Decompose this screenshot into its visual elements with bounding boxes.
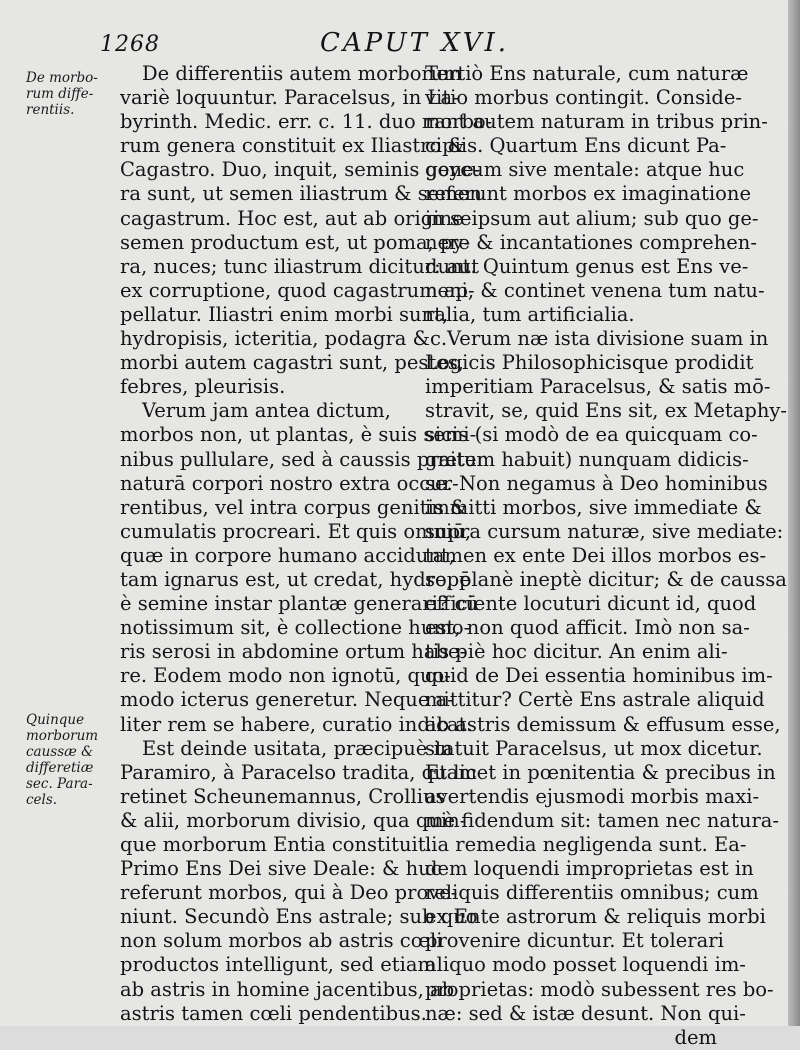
text-line: byrinth. Medic. err. c. 11. duo morbo- — [120, 110, 493, 134]
text-line: se. Non negamus à Deo hominibus — [425, 471, 768, 495]
text-line: mè fidendum sit: tamen nec natura- — [425, 808, 779, 832]
text-line: reliquis differentiis omnibus; cum — [425, 881, 759, 905]
text-line: morbi autem cagastri sunt, pestes, — [120, 351, 464, 375]
text-line: hydropisis, icteritia, podagra &c. — [120, 327, 448, 351]
text-line: cumulatis procreari. Et quis omniū, — [120, 519, 472, 543]
text-line: retinet Scheunemannus, Crollius — [120, 784, 446, 808]
text-line: Logicis Philosophicisque prodidit — [425, 351, 754, 375]
text-line: variè loquuntur. Paracelsus, in La- — [120, 86, 459, 110]
text-line: immitti morbos, sive immediate & — [425, 495, 762, 519]
text-line: avertendis ejusmodi morbis maxi- — [425, 784, 760, 808]
text-line: Et licet in pœnitentia & precibus in — [425, 760, 776, 784]
text-line: statuit Paracelsus, ut mox dicetur. — [425, 736, 763, 760]
margin-note-line: differetiæ — [26, 760, 94, 776]
text-line: Tertiò Ens naturale, cum naturæ — [425, 62, 749, 85]
text-line: non solum morbos ab astris cœli — [120, 929, 443, 953]
text-line: referunt morbos ex imaginatione — [425, 182, 751, 206]
text-line: nere & incantationes comprehen- — [425, 230, 757, 254]
text-line: ra sunt, ut semen iliastrum & semen — [120, 182, 482, 206]
margin-note-line: rum diffe- — [26, 86, 94, 102]
text-line: stravit, se, quid Ens sit, ex Metaphy- — [425, 399, 788, 423]
text-line: est, non quod afficit. Imò non sa- — [425, 616, 750, 640]
text-line: Verum næ ista divisione suam in — [447, 327, 769, 351]
text-line: De differentiis autem morborum — [142, 62, 462, 85]
text-line: Cagastro. Duo, inquit, seminis gene- — [120, 158, 481, 182]
text-line: rum genera constituit ex Iliastro & — [120, 134, 465, 158]
text-line: febres, pleurisis. — [120, 375, 286, 399]
text-line: ris serosi in abdomine ortum habe- — [120, 640, 467, 664]
margin-note-differentiis — [26, 70, 98, 118]
text-line: rentibus, vel intra corpus genitis & — [120, 495, 468, 519]
text-line: Verum jam antea dictum, — [142, 399, 391, 423]
text-line: modo icterus generetur. Neque a- — [120, 688, 454, 712]
margin-note-line: De morbo- — [26, 70, 98, 86]
text-line: gnitum habuit) nunquam didicis- — [425, 447, 749, 471]
text-line: morbos non, ut plantas, è suis semi- — [120, 423, 477, 447]
text-line: Est deinde usitata, præcipuè in — [142, 736, 453, 760]
text-line: nibus pullulare, sed à caussis præter — [120, 447, 486, 471]
text-line: re. Eodem modo non ignotū, quo- — [120, 664, 451, 688]
text-line: neni, & continet venena tum natu- — [425, 278, 765, 302]
text-line: Paramiro, à Paracelso tradita, quam — [120, 760, 477, 784]
text-line: naturā corpori nostro extra occur- — [120, 471, 459, 495]
page-number: 1268 — [100, 32, 160, 57]
margin-note-line: sec. Para- — [26, 776, 93, 792]
text-line: ab astris in homine jacentibus, ab — [120, 977, 455, 1001]
catchword: dem — [674, 1025, 717, 1049]
text-line: cipiis. Quartum Ens dicunt Pa- — [425, 134, 727, 158]
text-line: ra, nuces; tunc iliastrum dicitur: aut — [120, 254, 479, 278]
margin-note-line: cels. — [26, 792, 58, 808]
text-line: notissimum sit, è collectione humo- — [120, 616, 471, 640]
text-line: referunt morbos, qui à Deo prove- — [120, 881, 458, 905]
text-line: ralia, tum artificialia. — [425, 302, 635, 326]
text-line: efficiente locuturi dicunt id, quod — [425, 592, 757, 616]
text-line: quæ in corpore humano accidunt, — [120, 543, 455, 567]
text-line: niunt. Secundò Ens astrale; sub quo — [120, 905, 478, 929]
margin-note-quinque — [26, 712, 98, 808]
text-line: imperitiam Paracelsus, & satis mō- — [425, 375, 771, 399]
text-line: lia remedia negligenda sunt. Ea- — [425, 833, 747, 856]
text-line: supra cursum naturæ, sive mediate: — [425, 519, 784, 543]
text-line: aliquo modo posset loquendi im- — [425, 953, 746, 977]
text-line: ex Ente astrorum & reliquis morbi — [425, 905, 766, 929]
text-line: næ: sed & istæ desunt. Non qui- — [425, 1001, 746, 1025]
text-line: rant autem naturam in tribus prin- — [425, 110, 768, 134]
text-line: ex corruptione, quod cagastrum ap- — [120, 278, 475, 302]
text-line: sicis (si modò de ea quicquam co- — [425, 423, 758, 447]
text-line: & alii, morborum divisio, qua quin- — [120, 808, 467, 832]
text-line: provenire dicuntur. Et tolerari — [425, 929, 724, 953]
margin-note-line: rentiis. — [26, 102, 75, 118]
text-line: tis piè hoc dicitur. An enim ali- — [425, 640, 728, 664]
text-line: dunt. Quintum genus est Ens ve- — [425, 254, 749, 278]
text-line: vitio morbus contingit. Conside- — [425, 86, 742, 110]
text-line: cagastrum. Hoc est, aut ab origine — [120, 206, 464, 230]
margin-note-line: caussæ & — [26, 744, 94, 760]
left-text-column — [120, 62, 493, 1026]
text-line: tam ignarus est, ut credat, hydropē — [120, 567, 471, 591]
text-line: productos intelligunt, sed etiam — [120, 953, 436, 977]
page-edge-shadow — [788, 0, 800, 1026]
text-line: tamen ex ente Dei illos morbos es- — [425, 543, 767, 567]
text-line: è semine instar plantæ generari? cū — [120, 592, 479, 616]
text-line: quid de Dei essentia hominibus im- — [425, 664, 773, 688]
text-line: goycum sive mentale: atque huc — [425, 158, 745, 182]
text-line: dem loquendi improprietas est in — [425, 857, 754, 881]
text-line: liter rem se habere, curatio indicat. — [120, 712, 473, 736]
text-line: in seipsum aut alium; sub quo ge- — [425, 206, 759, 230]
margin-note-line: morborum — [26, 728, 99, 744]
running-head: CAPUT XVI. — [320, 28, 510, 58]
text-line: Primo Ens Dei sive Deale: & huc — [120, 857, 442, 881]
margin-note-line: Quinque — [26, 712, 85, 728]
text-line: astris tamen cœli pendentibus. — [120, 1001, 427, 1025]
text-line: que morborum Entia constituit. — [120, 833, 432, 856]
text-line: se, planè ineptè dicitur; & de caussa — [425, 567, 787, 591]
text-line: proprietas: modò subessent res bo- — [425, 977, 774, 1001]
text-line: pellatur. Iliastri enim morbi sunt, — [120, 302, 449, 326]
right-text-column — [425, 62, 788, 1050]
text-line: mittitur? Certè Ens astrale aliquid — [425, 688, 765, 712]
text-line: ab astris demissum & effusum esse, — [425, 712, 781, 736]
text-line: semen productum est, ut poma, py- — [120, 230, 471, 254]
